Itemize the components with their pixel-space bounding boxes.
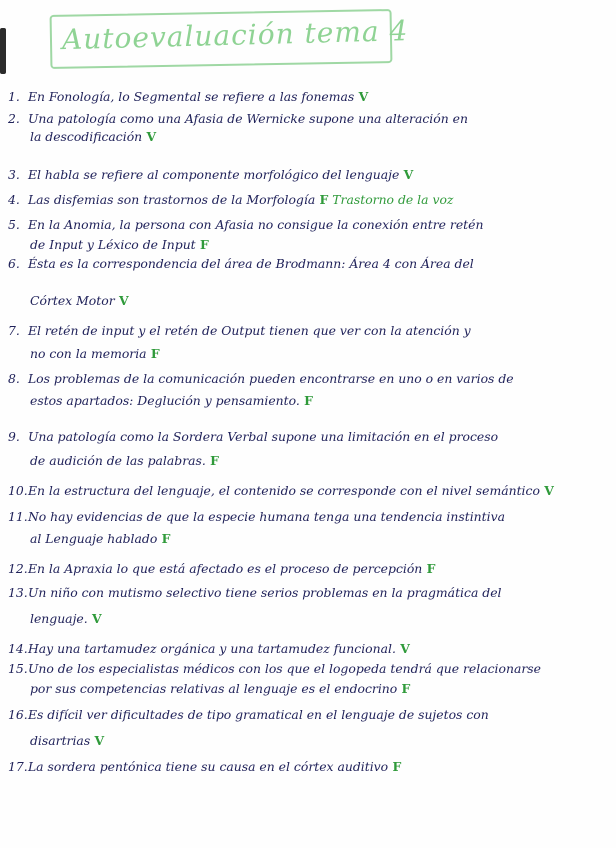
item-text-continued: lenguaje. xyxy=(30,611,88,626)
item-text-continued: disartrias xyxy=(30,733,91,748)
answer-mark: V xyxy=(395,641,410,656)
item-number: 2. xyxy=(8,111,20,126)
answer-mark: F xyxy=(422,561,436,576)
item-number: 1. xyxy=(8,89,20,104)
item-text: Uno de los especialistas médicos con los que el logopeda tendrá que relacionarse xyxy=(24,661,541,676)
item-number: 5. xyxy=(8,217,20,232)
item-text-continued: estos apartados: Deglución y pensamiento. xyxy=(30,393,300,408)
item-line-continued xyxy=(8,732,616,750)
item-number: 3. xyxy=(8,167,20,182)
item-text: El retén de input y el retén de Output tienen que ver con la atención y xyxy=(24,323,471,338)
item-text: Un niño con mutismo selectivo tiene serios problemas en la pragmática del xyxy=(24,585,502,600)
item-line xyxy=(8,88,608,106)
answer-mark: V xyxy=(399,167,414,182)
answer-mark: V xyxy=(539,483,554,498)
item-line xyxy=(8,428,608,446)
item-text-continued: de audición de las palabras. xyxy=(30,453,206,468)
item-line xyxy=(8,166,608,184)
item-text: Las disfemias son trastornos de la Morfología xyxy=(24,192,316,207)
item-text: Los problemas de la comunicación pueden encontrarse en uno o en varios de xyxy=(24,371,514,386)
item-number: 4. xyxy=(8,192,20,207)
item-text-continued: Córtex Motor xyxy=(30,293,115,308)
answer-mark: V xyxy=(87,611,102,626)
page-edge-mark xyxy=(0,28,6,74)
item-line xyxy=(8,191,608,209)
answer-mark: V xyxy=(90,733,105,748)
item-number: 10. xyxy=(8,483,28,498)
item-line xyxy=(8,482,608,500)
item-line xyxy=(8,110,608,128)
item-number: 14. xyxy=(8,641,28,656)
item-line-continued xyxy=(8,530,616,548)
item-number: 17. xyxy=(8,759,28,774)
answer-mark: F xyxy=(157,531,171,546)
item-line-continued xyxy=(8,236,616,254)
item-text-continued: al Lenguaje hablado xyxy=(30,531,158,546)
item-line-continued xyxy=(8,292,616,310)
answer-mark: V xyxy=(354,89,369,104)
item-number: 16. xyxy=(8,707,28,722)
answer-mark: F xyxy=(195,237,209,252)
item-line xyxy=(8,508,608,526)
item-text: En Fonología, lo Segmental se refiere a las fonemas xyxy=(24,89,355,104)
item-number: 13. xyxy=(8,585,28,600)
item-number: 9. xyxy=(8,429,20,444)
item-line-continued xyxy=(8,610,616,628)
item-number: 7. xyxy=(8,323,20,338)
answer-mark: F xyxy=(299,393,313,408)
item-line xyxy=(8,322,608,340)
item-number: 12. xyxy=(8,561,28,576)
item-line xyxy=(8,560,608,578)
item-line xyxy=(8,660,608,678)
item-line-continued xyxy=(8,452,616,470)
item-text: Una patología como una Afasia de Wernicke supone una alteración en xyxy=(24,111,468,126)
item-text: En la Apraxia lo que está afectado es el proceso de percepción xyxy=(24,561,423,576)
item-number: 8. xyxy=(8,371,20,386)
item-line-continued xyxy=(8,680,616,698)
item-text: Es difícil ver dificultades de tipo gramatical en el lenguaje de sujetos con xyxy=(24,707,489,722)
item-text-continued: de Input y Léxico de Input xyxy=(30,237,196,252)
item-number: 11. xyxy=(8,509,28,524)
item-text: La sordera pentónica tiene su causa en el córtex auditivo xyxy=(24,759,389,774)
answer-mark: F xyxy=(397,681,411,696)
answer-mark: V xyxy=(142,129,157,144)
item-number: 15. xyxy=(8,661,28,676)
item-line xyxy=(8,255,608,273)
item-text: El habla se refiere al componente morfológico del lenguaje xyxy=(24,167,400,182)
item-number: 6. xyxy=(8,256,20,271)
item-text: Hay una tartamudez orgánica y una tartamudez funcional. xyxy=(24,641,396,656)
answer-mark: F xyxy=(388,759,402,774)
item-line xyxy=(8,706,608,724)
item-line-continued xyxy=(8,128,616,146)
answer-mark: F xyxy=(315,192,329,207)
item-text-continued: la descodificación xyxy=(30,129,143,144)
answer-mark: V xyxy=(114,293,129,308)
item-text: Ésta es la correspondencia del área de Brodmann: Área 4 con Área del xyxy=(24,256,474,271)
item-text: En la estructura del lenguaje, el contenido se corresponde con el nivel semántico xyxy=(24,483,540,498)
item-line xyxy=(8,584,608,602)
item-text: No hay evidencias de que la especie humana tenga una tendencia instintiva xyxy=(24,509,505,524)
item-line xyxy=(8,758,608,776)
item-text-continued: no con la memoria xyxy=(30,346,147,361)
item-text-continued: por sus competencias relativas al lenguaje es el endocrino xyxy=(30,681,398,696)
item-line xyxy=(8,216,608,234)
item-line xyxy=(8,640,608,658)
item-line-continued xyxy=(8,392,616,410)
answer-mark: F xyxy=(205,453,219,468)
item-text: Una patología como la Sordera Verbal supone una limitación en el proceso xyxy=(24,429,499,444)
correction-note: Trastorno de la voz xyxy=(328,192,454,207)
item-line-continued xyxy=(8,345,616,363)
page-title: Autoevaluación tema 4 xyxy=(61,14,409,57)
item-text: En la Anomia, la persona con Afasia no consigue la conexión entre retén xyxy=(24,217,484,232)
item-line xyxy=(8,370,608,388)
answer-mark: F xyxy=(146,346,160,361)
